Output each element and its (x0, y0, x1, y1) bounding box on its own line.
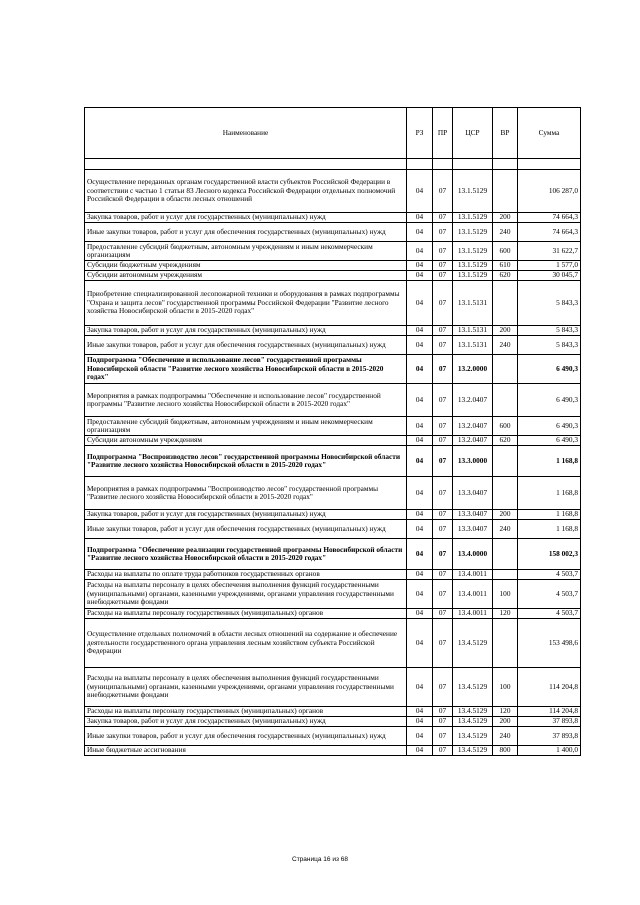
spacer-cell (518, 159, 581, 170)
cell-rz: 04 (407, 355, 433, 384)
cell-name: Расходы на выплаты персоналу государственных (муниципальных) органов (85, 609, 407, 619)
cell-vr (493, 355, 518, 384)
cell-vr: 100 (493, 580, 518, 609)
cell-sum: 4 503,7 (518, 570, 581, 580)
cell-sum: 114 204,8 (518, 668, 581, 707)
cell-rz: 04 (407, 213, 433, 223)
header-rz: РЗ (407, 108, 433, 159)
cell-csr: 13.1.5129 (453, 223, 493, 242)
cell-vr: 620 (493, 436, 518, 446)
cell-csr: 13.2.0407 (453, 436, 493, 446)
cell-name: Субсидии автономным учреждениям (85, 436, 407, 446)
cell-name: Расходы на выплаты персоналу государственных (муниципальных) органов (85, 707, 407, 717)
header-spacer-row (85, 159, 581, 170)
cell-rz: 04 (407, 510, 433, 520)
cell-vr (493, 619, 518, 668)
cell-csr: 13.3.0000 (453, 446, 493, 477)
table-row (85, 570, 581, 580)
cell-sum: 4 503,7 (518, 580, 581, 609)
cell-pr: 07 (433, 746, 453, 756)
cell-csr: 13.4.5129 (453, 707, 493, 717)
cell-sum: 37 893,8 (518, 727, 581, 746)
table-body (85, 170, 581, 756)
cell-pr: 07 (433, 436, 453, 446)
cell-sum: 6 490,3 (518, 417, 581, 436)
table-row (85, 717, 581, 727)
cell-pr: 07 (433, 261, 453, 271)
cell-vr: 600 (493, 242, 518, 261)
cell-pr: 07 (433, 223, 453, 242)
table-row (85, 170, 581, 213)
cell-csr: 13.2.0000 (453, 355, 493, 384)
spacer-cell (433, 159, 453, 170)
cell-sum: 74 664,3 (518, 213, 581, 223)
cell-rz: 04 (407, 281, 433, 326)
cell-sum: 114 204,8 (518, 707, 581, 717)
cell-pr: 07 (433, 539, 453, 570)
cell-vr (493, 570, 518, 580)
cell-vr: 200 (493, 510, 518, 520)
cell-vr (493, 384, 518, 417)
cell-vr: 200 (493, 213, 518, 223)
cell-vr (493, 446, 518, 477)
cell-pr: 07 (433, 668, 453, 707)
cell-rz: 04 (407, 539, 433, 570)
cell-pr: 07 (433, 510, 453, 520)
cell-csr: 13.1.5129 (453, 271, 493, 281)
cell-name: Предоставление субсидий бюджетным, автономным учреждениям и иным некоммерческим организациям (85, 417, 407, 436)
cell-csr: 13.4.0011 (453, 570, 493, 580)
spacer-cell (407, 159, 433, 170)
cell-vr: 120 (493, 707, 518, 717)
cell-name: Иные закупки товаров, работ и услуг для обеспечения государственных (муниципальных) нужд (85, 520, 407, 539)
cell-rz: 04 (407, 668, 433, 707)
cell-vr: 610 (493, 261, 518, 271)
cell-name: Иные закупки товаров, работ и услуг для обеспечения государственных (муниципальных) нужд (85, 336, 407, 355)
cell-pr: 07 (433, 242, 453, 261)
cell-rz: 04 (407, 384, 433, 417)
cell-pr: 07 (433, 619, 453, 668)
cell-vr (493, 281, 518, 326)
cell-rz: 04 (407, 261, 433, 271)
cell-name: Закупка товаров, работ и услуг для государственных (муниципальных) нужд (85, 510, 407, 520)
cell-pr: 07 (433, 717, 453, 727)
table-row (85, 609, 581, 619)
budget-table (84, 107, 581, 756)
cell-pr: 07 (433, 281, 453, 326)
table-row (85, 727, 581, 746)
cell-csr: 13.1.5129 (453, 242, 493, 261)
cell-pr: 07 (433, 355, 453, 384)
table-row (85, 384, 581, 417)
cell-sum: 6 490,3 (518, 436, 581, 446)
cell-csr: 13.3.0407 (453, 510, 493, 520)
table-row (85, 746, 581, 756)
cell-rz: 04 (407, 336, 433, 355)
table-row (85, 417, 581, 436)
header-sum: Сумма (518, 108, 581, 159)
cell-sum: 1 168,8 (518, 477, 581, 510)
cell-sum: 106 287,0 (518, 170, 581, 213)
table-row (85, 477, 581, 510)
cell-rz: 04 (407, 170, 433, 213)
cell-vr: 600 (493, 417, 518, 436)
cell-csr: 13.4.5129 (453, 746, 493, 756)
cell-vr: 200 (493, 717, 518, 727)
spacer-cell (453, 159, 493, 170)
cell-sum: 74 664,3 (518, 223, 581, 242)
cell-sum: 1 168,8 (518, 510, 581, 520)
cell-sum: 1 168,8 (518, 520, 581, 539)
cell-csr: 13.1.5131 (453, 281, 493, 326)
cell-pr: 07 (433, 271, 453, 281)
cell-rz: 04 (407, 271, 433, 281)
cell-name: Расходы на выплаты по оплате труда работников государственных органов (85, 570, 407, 580)
cell-csr: 13.1.5129 (453, 213, 493, 223)
cell-name: Осуществление отдельных полномочий в области лесных отношений на содержание и обеспечение деятельности государственного органа управления лесным хозяйством субъекта Российской Федерации (85, 619, 407, 668)
cell-rz: 04 (407, 580, 433, 609)
cell-sum: 5 843,3 (518, 336, 581, 355)
cell-pr: 07 (433, 707, 453, 717)
cell-rz: 04 (407, 477, 433, 510)
cell-csr: 13.3.0407 (453, 477, 493, 510)
cell-pr: 07 (433, 384, 453, 417)
cell-pr: 07 (433, 580, 453, 609)
cell-pr: 07 (433, 727, 453, 746)
cell-vr: 120 (493, 609, 518, 619)
table-row (85, 580, 581, 609)
cell-csr: 13.4.5129 (453, 668, 493, 707)
table-row (85, 539, 581, 570)
cell-pr: 07 (433, 477, 453, 510)
cell-pr: 07 (433, 446, 453, 477)
cell-csr: 13.1.5129 (453, 170, 493, 213)
table-row (85, 336, 581, 355)
cell-name: Подпрограмма "Обеспечение реализации государственной программы Новосибирской области "Развитие лесного хозяйства Новосибирской области в 2015-2020 годах" (85, 539, 407, 570)
cell-vr (493, 539, 518, 570)
header-name: Наименование (85, 108, 407, 159)
cell-sum: 4 503,7 (518, 609, 581, 619)
cell-rz: 04 (407, 619, 433, 668)
table-row (85, 261, 581, 271)
header-vr: ВР (493, 108, 518, 159)
page-footer: Страница 16 из 68 (292, 856, 348, 863)
table-row (85, 326, 581, 336)
cell-rz: 04 (407, 570, 433, 580)
cell-rz: 04 (407, 609, 433, 619)
table-row (85, 271, 581, 281)
cell-csr: 13.4.5129 (453, 727, 493, 746)
cell-vr: 620 (493, 271, 518, 281)
cell-vr (493, 477, 518, 510)
cell-rz: 04 (407, 746, 433, 756)
cell-sum: 30 045,7 (518, 271, 581, 281)
cell-rz: 04 (407, 446, 433, 477)
table-row (85, 355, 581, 384)
spacer-cell (493, 159, 518, 170)
cell-csr: 13.1.5131 (453, 336, 493, 355)
cell-csr: 13.2.0407 (453, 417, 493, 436)
cell-sum: 5 843,3 (518, 281, 581, 326)
cell-sum: 37 893,8 (518, 717, 581, 727)
cell-pr: 07 (433, 213, 453, 223)
cell-name: Субсидии бюджетным учреждениям (85, 261, 407, 271)
cell-rz: 04 (407, 242, 433, 261)
cell-rz: 04 (407, 520, 433, 539)
cell-pr: 07 (433, 326, 453, 336)
cell-name: Мероприятия в рамках подпрограммы "Воспроизводство лесов" государственной программы "Развитие лесного хозяйства Новосибирской области в 2015-2020 годах" (85, 477, 407, 510)
cell-pr: 07 (433, 417, 453, 436)
cell-pr: 07 (433, 609, 453, 619)
table-row (85, 223, 581, 242)
cell-pr: 07 (433, 570, 453, 580)
cell-sum: 158 002,3 (518, 539, 581, 570)
cell-csr: 13.4.5129 (453, 717, 493, 727)
cell-sum: 5 843,3 (518, 326, 581, 336)
cell-name: Предоставление субсидий бюджетным, автономным учреждениям и иным некоммерческим организациям (85, 242, 407, 261)
cell-sum: 6 490,3 (518, 384, 581, 417)
table-row (85, 281, 581, 326)
cell-sum: 153 498,6 (518, 619, 581, 668)
table-row (85, 436, 581, 446)
cell-rz: 04 (407, 326, 433, 336)
table-row (85, 213, 581, 223)
cell-sum: 1 400,0 (518, 746, 581, 756)
cell-csr: 13.3.0407 (453, 520, 493, 539)
cell-vr: 240 (493, 223, 518, 242)
cell-vr: 100 (493, 668, 518, 707)
cell-csr: 13.1.5131 (453, 326, 493, 336)
cell-name: Закупка товаров, работ и услуг для государственных (муниципальных) нужд (85, 213, 407, 223)
cell-sum: 1 577,0 (518, 261, 581, 271)
cell-vr: 800 (493, 746, 518, 756)
cell-csr: 13.2.0407 (453, 384, 493, 417)
cell-rz: 04 (407, 717, 433, 727)
cell-name: Приобретение специализированной лесопожарной техники и оборудования в рамках подпрограммы "Охрана и защита лесов" государственной программы Российской Федерации "Развитие лесного хозяйства Новосибирской области в 2015-2020 годах" (85, 281, 407, 326)
cell-vr: 200 (493, 326, 518, 336)
cell-rz: 04 (407, 707, 433, 717)
spacer-cell (85, 159, 407, 170)
cell-name: Иные закупки товаров, работ и услуг для обеспечения государственных (муниципальных) нужд (85, 727, 407, 746)
table-row (85, 619, 581, 668)
table-row (85, 510, 581, 520)
cell-pr: 07 (433, 336, 453, 355)
table-row (85, 446, 581, 477)
cell-pr: 07 (433, 170, 453, 213)
cell-csr: 13.4.0011 (453, 580, 493, 609)
cell-rz: 04 (407, 727, 433, 746)
cell-rz: 04 (407, 417, 433, 436)
header-csr: ЦСР (453, 108, 493, 159)
cell-csr: 13.4.0000 (453, 539, 493, 570)
cell-name: Закупка товаров, работ и услуг для государственных (муниципальных) нужд (85, 326, 407, 336)
cell-vr: 240 (493, 336, 518, 355)
header-pr: ПР (433, 108, 453, 159)
cell-name: Мероприятия в рамках подпрограммы "Обеспечение и использование лесов" государственной программы "Развитие лесного хозяйства Новосибирской области в 2015-2020 годах" (85, 384, 407, 417)
cell-vr (493, 170, 518, 213)
cell-sum: 1 168,8 (518, 446, 581, 477)
cell-name: Подпрограмма "Воспроизводство лесов" государственной программы Новосибирской области "Развитие лесного хозяйства Новосибирской области в 2015-2020 годах" (85, 446, 407, 477)
cell-name: Расходы на выплаты персоналу в целях обеспечения выполнения функций государственными (муниципальными) органами, казенными учреждениями, органами управления государственными внебюджетными фондами (85, 668, 407, 707)
table-header-row (85, 108, 581, 159)
cell-name: Закупка товаров, работ и услуг для государственных (муниципальных) нужд (85, 717, 407, 727)
cell-pr: 07 (433, 520, 453, 539)
cell-csr: 13.1.5129 (453, 261, 493, 271)
cell-name: Подпрограмма "Обеспечение и использование лесов" государственной программы Новосибирской области "Развитие лесного хозяйства Новосибирской области в 2015-2020 годах" (85, 355, 407, 384)
cell-sum: 6 490,3 (518, 355, 581, 384)
cell-csr: 13.4.5129 (453, 619, 493, 668)
cell-vr: 240 (493, 727, 518, 746)
cell-name: Расходы на выплаты персоналу в целях обеспечения выполнения функций государственными (муниципальными) органами, казенными учреждениями, органами управления государственными внебюджетными фондами (85, 580, 407, 609)
table-row (85, 242, 581, 261)
cell-rz: 04 (407, 223, 433, 242)
cell-name: Субсидии автономным учреждениям (85, 271, 407, 281)
table-row (85, 520, 581, 539)
cell-rz: 04 (407, 436, 433, 446)
cell-sum: 31 622,7 (518, 242, 581, 261)
cell-name: Осуществление переданных органам государственной власти субъектов Российской Федерации в соответствии с частью 1 статьи 83 Лесного кодекса Российской Федерации отдельных полномочий Российской Федерации в области лесных отношений (85, 170, 407, 213)
cell-csr: 13.4.0011 (453, 609, 493, 619)
table-row (85, 707, 581, 717)
cell-name: Иные закупки товаров, работ и услуг для обеспечения государственных (муниципальных) нужд (85, 223, 407, 242)
table-row (85, 668, 581, 707)
cell-name: Иные бюджетные ассигнования (85, 746, 407, 756)
cell-vr: 240 (493, 520, 518, 539)
